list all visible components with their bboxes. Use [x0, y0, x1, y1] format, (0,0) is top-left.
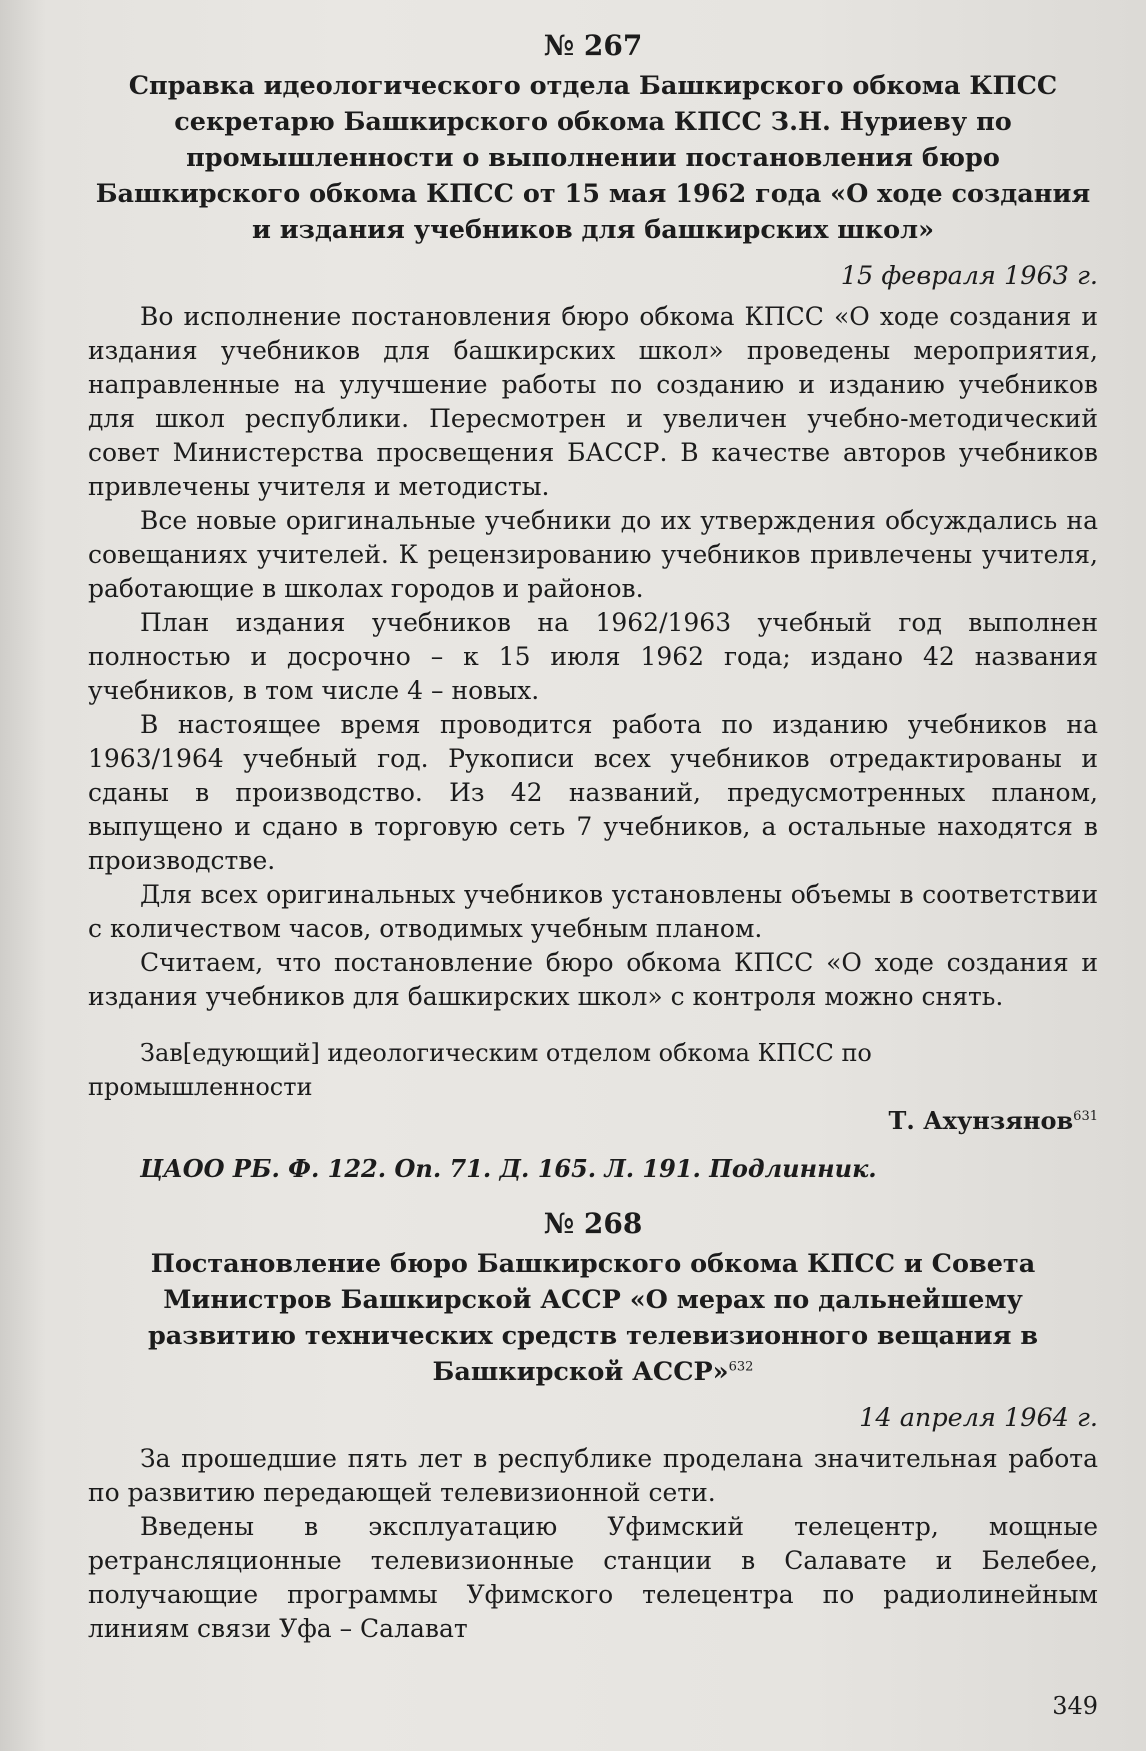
document-number: № 268 — [543, 1207, 643, 1240]
paragraph: Все новые оригинальные учебники до их утверждения обсуждались на совещаниях учителей. К рецензированию учебников привлечены учителя, работающие в школах городов и районов. — [88, 506, 1098, 603]
footnote-marker: 632 — [728, 1359, 754, 1375]
document-title: Справка идеологического отдела Башкирского обкома КПСС секретарю Башкирского обкома КПСС З.Н. Нуриеву по промышленности о выполнении постановления бюро Башкирского обкома КПСС от 15 мая 1962 года «О ходе создания и издания учебников для башкирских школ» — [95, 71, 1091, 245]
document-267 — [88, 28, 1098, 1186]
paragraph: Во исполнение постановления бюро обкома КПСС «О ходе создания и издания учебников для башкирских школ» проведены мероприятия, направленные на улучшение работы по созданию и изданию учебников для школ республики. Пересмотрен и увеличен учебно-методический совет Министерства просвещения БАССР. В качестве авторов учебников привлечены учителя и методисты. — [88, 302, 1098, 501]
footnote-marker: 631 — [1073, 1109, 1098, 1124]
paragraph: За прошедшие пять лет в республике проделана значительная работа по развитию передающей телевизионной сети. — [88, 1444, 1098, 1507]
paragraph: В настоящее время проводится работа по изданию учебников на 1963/1964 учебный год. Рукописи всех учебников отредактированы и сданы в производство. Из 42 названий, предусмотренных планом, выпущено и сдано в торговую сеть 7 учебников, а остальные находятся в производстве. — [88, 710, 1098, 875]
document-title: Постановление бюро Башкирского обкома КПСС и Совета Министров Башкирской АССР «О мерах по дальнейшему развитию технических средств телевизионного вещания в Башкирской АССР» — [147, 1249, 1039, 1387]
archive-reference: ЦАОО РБ. Ф. 122. Оп. 71. Д. 165. Л. 191. Подлинник. — [140, 1154, 877, 1183]
paragraph: Считаем, что постановление бюро обкома КПСС «О ходе создания и издания учебников для башкирских школ» с контроля можно снять. — [88, 948, 1098, 1011]
document-number: № 267 — [543, 29, 643, 62]
page-number: 349 — [1052, 1692, 1098, 1720]
document-title-block — [88, 1246, 1098, 1390]
paragraph: Для всех оригинальных учебников установлены объемы в соответствии с количеством часов, отводимых учебным планом. — [88, 880, 1098, 943]
document-date: 15 февраля 1963 г. — [840, 261, 1098, 291]
signature-name: Т. Ахунзянов — [888, 1106, 1074, 1135]
signature-line — [88, 1104, 1098, 1138]
paragraph: План издания учебников на 1962/1963 учебный год выполнен полностью и досрочно – к 15 июля 1962 года; издано 42 названия учебников, в том числе 4 – новых. — [88, 608, 1098, 705]
paragraph: Введены в эксплуатацию Уфимский телецентр, мощные ретрансляционные телевизионные станции в Салавате и Белебее, получающие программы Уфимского телецентра по радиолинейным линиям связи Уфа – Салават — [88, 1512, 1098, 1643]
document-date: 14 апреля 1964 г. — [859, 1403, 1098, 1433]
document-268 — [88, 1206, 1098, 1646]
signature-role: Зав[едующий] идеологическим отделом обкома КПСС по промышленности — [88, 1039, 872, 1101]
page-content — [88, 28, 1098, 1646]
